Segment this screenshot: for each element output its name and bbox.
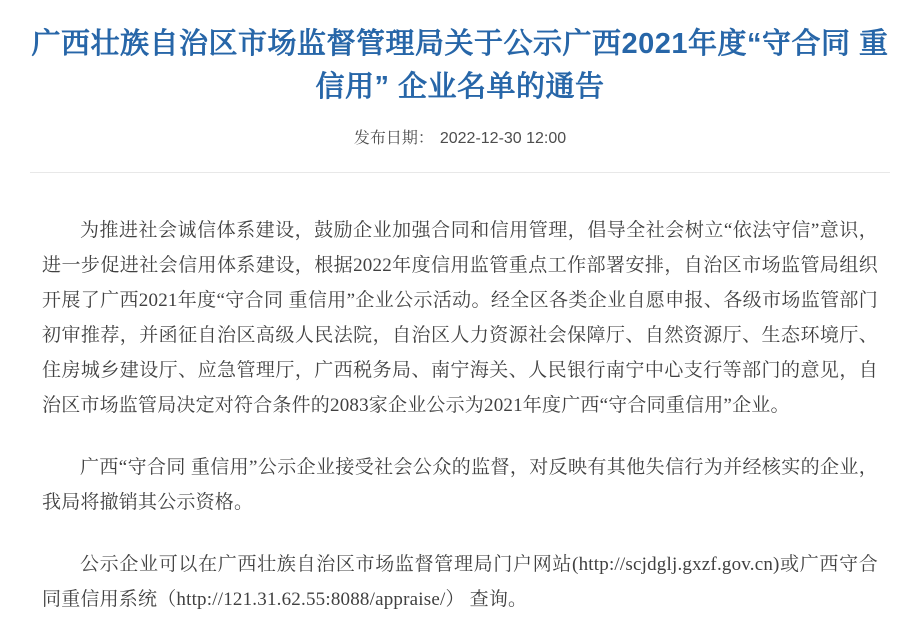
page-title: 广西壮族自治区市场监督管理局关于公示广西2021年度“守合同 重信用” 企业名单的通告 <box>31 28 889 103</box>
body-paragraph: 公示企业可以在广西壮族自治区市场监督管理局门户网站(http://scjdglj.gxzf.gov.cn)或广西守合同重信用系统（http://121.31.62.55:8088/appraise/） 查询。 <box>42 554 878 610</box>
publish-date-value: 2022-12-30 12:00 <box>439 130 567 147</box>
body-paragraph: 广西“守合同 重信用”公示企业接受社会公众的监督，对反映有其他失信行为并经核实的企业，我局将撤销其公示资格。 <box>42 457 878 513</box>
publish-date-row <box>0 131 920 147</box>
body-paragraph: 为推进社会诚信体系建设，鼓励企业加强合同和信用管理，倡导全社会树立“依法守信”意识，进一步促进社会信用体系建设，根据2022年度信用监管重点工作部署安排，自治区市场监管局组织开展了广西2021年度“守合同 重信用”企业公示活动。经全区各类企业自愿申报、各级市场监管部门初审推荐，并函征自治区高级人民法院，自治区人力资源社会保障厅、自然资源厅、生态环境厅、住房城乡建设厅、应急管理厅，广西税务局、南宁海关、人民银行南宁中心支行等部门的意见，自治区市场监管局决定对符合条件的2083家企业公示为2021年度广西“守合同重信用”企业。 <box>42 220 878 416</box>
publish-date-label: 发布日期： <box>353 130 434 147</box>
article-body <box>0 173 920 617</box>
